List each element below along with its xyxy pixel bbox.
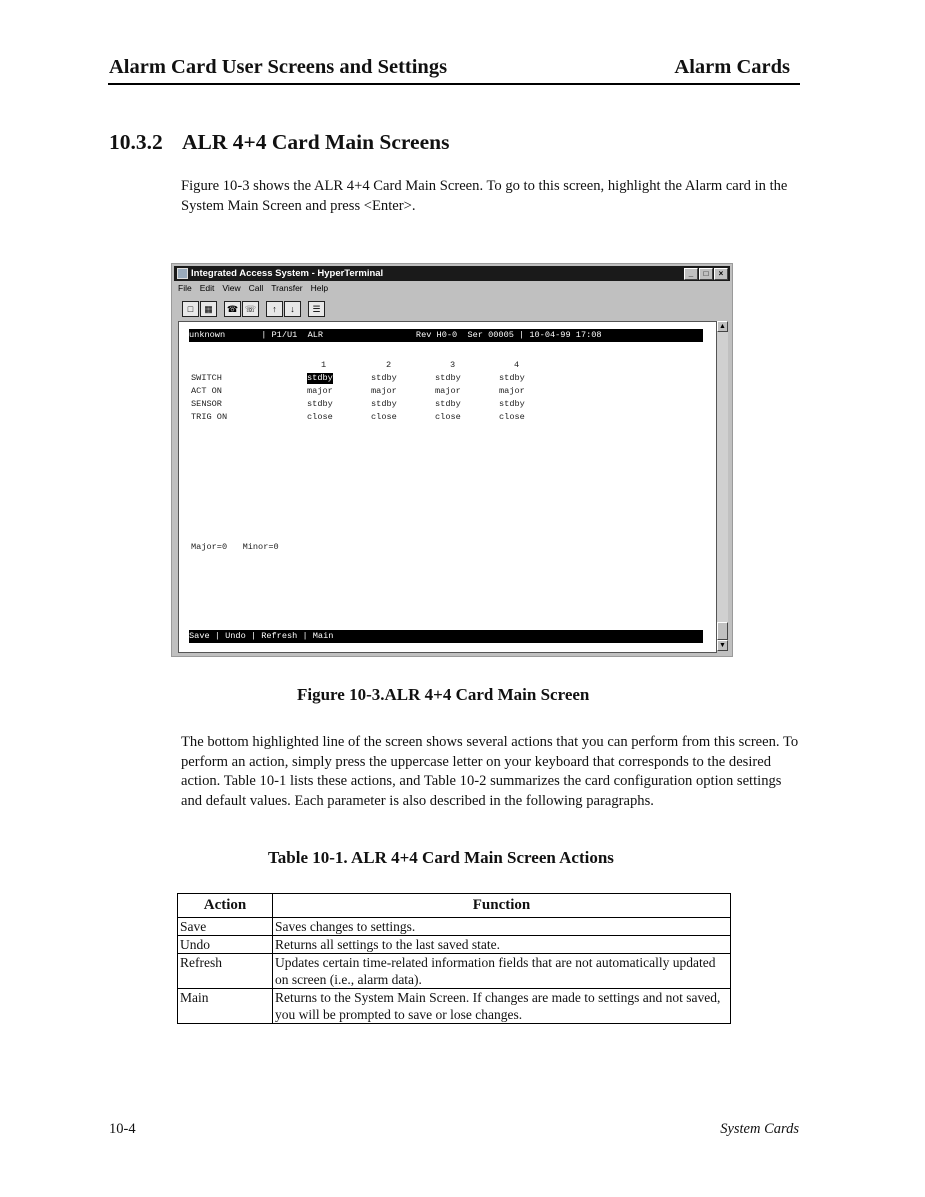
scroll-up-icon[interactable]: ▲ [717, 321, 728, 332]
terminal-area[interactable] [178, 321, 717, 653]
new-icon[interactable]: □ [182, 301, 199, 317]
row-label-sensor: SENSOR [191, 399, 222, 409]
actions-table [177, 893, 731, 1024]
disconnect-icon[interactable]: ☏ [242, 301, 259, 317]
sensor-value-2[interactable]: stdby [371, 399, 397, 409]
menubar [178, 283, 336, 293]
body-paragraph: The bottom highlighted line of the screen shows several actions that you can perform from this screen. To perform an action, simply press the uppercase letter on your keyboard that corresponds to the desired action. Table 10-1 lists these actions, and Table 10-2 summarizes the card configuration option settings and default values. Each parameter is also described in the following paragraphs. [181, 734, 799, 809]
send-icon[interactable]: ↑ [266, 301, 283, 317]
terminal-status-bar [189, 329, 703, 342]
toolbar [182, 301, 326, 320]
row-label-switch: SWITCH [191, 373, 222, 383]
sensor-value-4[interactable]: stdby [499, 399, 525, 409]
column-header: 1 [321, 360, 327, 370]
window-buttons [683, 268, 728, 283]
action-cell: Main [178, 989, 273, 1024]
window-titlebar [174, 266, 730, 281]
action-cell: Refresh [178, 954, 273, 989]
alarm-counts: Major=0 Minor=0 [191, 542, 279, 552]
menu-help[interactable]: Help [310, 283, 329, 293]
function-cell: Updates certain time-related information fields that are not automatically updated on screen (i.e., alarm data). [273, 954, 731, 989]
scroll-down-icon[interactable]: ▼ [717, 640, 728, 651]
menu-file[interactable]: File [178, 283, 192, 293]
footer-chapter: System Cards [720, 1121, 799, 1137]
terminal-action-bar[interactable] [189, 630, 703, 643]
trig-on-value-1[interactable]: close [307, 412, 333, 422]
scroll-thumb[interactable] [717, 622, 728, 640]
page-number: 10-4 [109, 1121, 136, 1137]
switch-value-2[interactable]: stdby [371, 373, 397, 383]
act-on-value-4[interactable]: major [499, 386, 525, 396]
intro-paragraph: Figure 10-3 shows the ALR 4+4 Card Main Screen. To go to this screen, highlight the Alarm card in the System Main Screen and press <Enter>. [181, 178, 788, 214]
menu-transfer[interactable]: Transfer [271, 283, 303, 293]
table-row [178, 989, 731, 1024]
action-cell: Undo [178, 936, 273, 954]
switch-value-1[interactable]: stdby [307, 373, 333, 383]
function-cell: Saves changes to settings. [273, 918, 731, 936]
table-caption: Table 10-1. ALR 4+4 Card Main Screen Actions [268, 848, 614, 867]
column-header-action: Action [178, 894, 273, 918]
table-row [178, 936, 731, 954]
function-cell: Returns all settings to the last saved state. [273, 936, 731, 954]
menu-view[interactable]: View [222, 283, 241, 293]
section-number: 10.3.2 [109, 130, 163, 154]
hyperterminal-window [171, 263, 733, 657]
trig-on-value-4[interactable]: close [499, 412, 525, 422]
row-label-act-on: ACT ON [191, 386, 222, 396]
app-icon [177, 268, 188, 279]
trig-on-value-2[interactable]: close [371, 412, 397, 422]
trig-on-value-3[interactable]: close [435, 412, 461, 422]
close-button[interactable]: × [714, 268, 728, 280]
column-header-function: Function [273, 894, 731, 918]
table-row [178, 954, 731, 989]
open-icon[interactable]: ▦ [200, 301, 217, 317]
receive-icon[interactable]: ↓ [284, 301, 301, 317]
act-on-value-2[interactable]: major [371, 386, 397, 396]
window-title: Integrated Access System - HyperTerminal [191, 268, 384, 279]
column-header: 3 [450, 360, 456, 370]
menu-call[interactable]: Call [248, 283, 264, 293]
switch-value-4[interactable]: stdby [499, 373, 525, 383]
maximize-button[interactable]: □ [699, 268, 713, 280]
action-cell: Save [178, 918, 273, 936]
act-on-value-1[interactable]: major [307, 386, 333, 396]
vertical-scrollbar[interactable] [717, 321, 728, 651]
act-on-value-3[interactable]: major [435, 386, 461, 396]
table-header-row [178, 894, 731, 918]
column-header: 2 [386, 360, 392, 370]
switch-value-3[interactable]: stdby [435, 373, 461, 383]
page-header-left: Alarm Card User Screens and Settings [109, 56, 448, 78]
menu-edit[interactable]: Edit [199, 283, 215, 293]
minimize-button[interactable]: _ [684, 268, 698, 280]
terminal-actions-text: Save | Undo | Refresh | Main [189, 631, 334, 641]
function-cell: Returns to the System Main Screen. If changes are made to settings and not saved, you will be prompted to save or lose changes. [273, 989, 731, 1024]
section-title [109, 130, 449, 155]
table-row [178, 918, 731, 936]
figure-caption: Figure 10-3.ALR 4+4 Card Main Screen [297, 685, 590, 704]
row-label-trig-on: TRIG ON [191, 412, 228, 422]
sensor-value-3[interactable]: stdby [435, 399, 461, 409]
column-header: 4 [514, 360, 520, 370]
properties-icon[interactable]: ☰ [308, 301, 325, 317]
page-header-right: Alarm Cards [674, 56, 790, 78]
sensor-value-1[interactable]: stdby [307, 399, 333, 409]
call-icon[interactable]: ☎ [224, 301, 241, 317]
section-title-text: ALR 4+4 Card Main Screens [182, 130, 450, 154]
terminal-status-text: unknown | P1/U1 ALR Rev H0-0 Ser 00005 | 10-04-99 17:08 [189, 330, 602, 340]
header-rule [108, 83, 800, 85]
